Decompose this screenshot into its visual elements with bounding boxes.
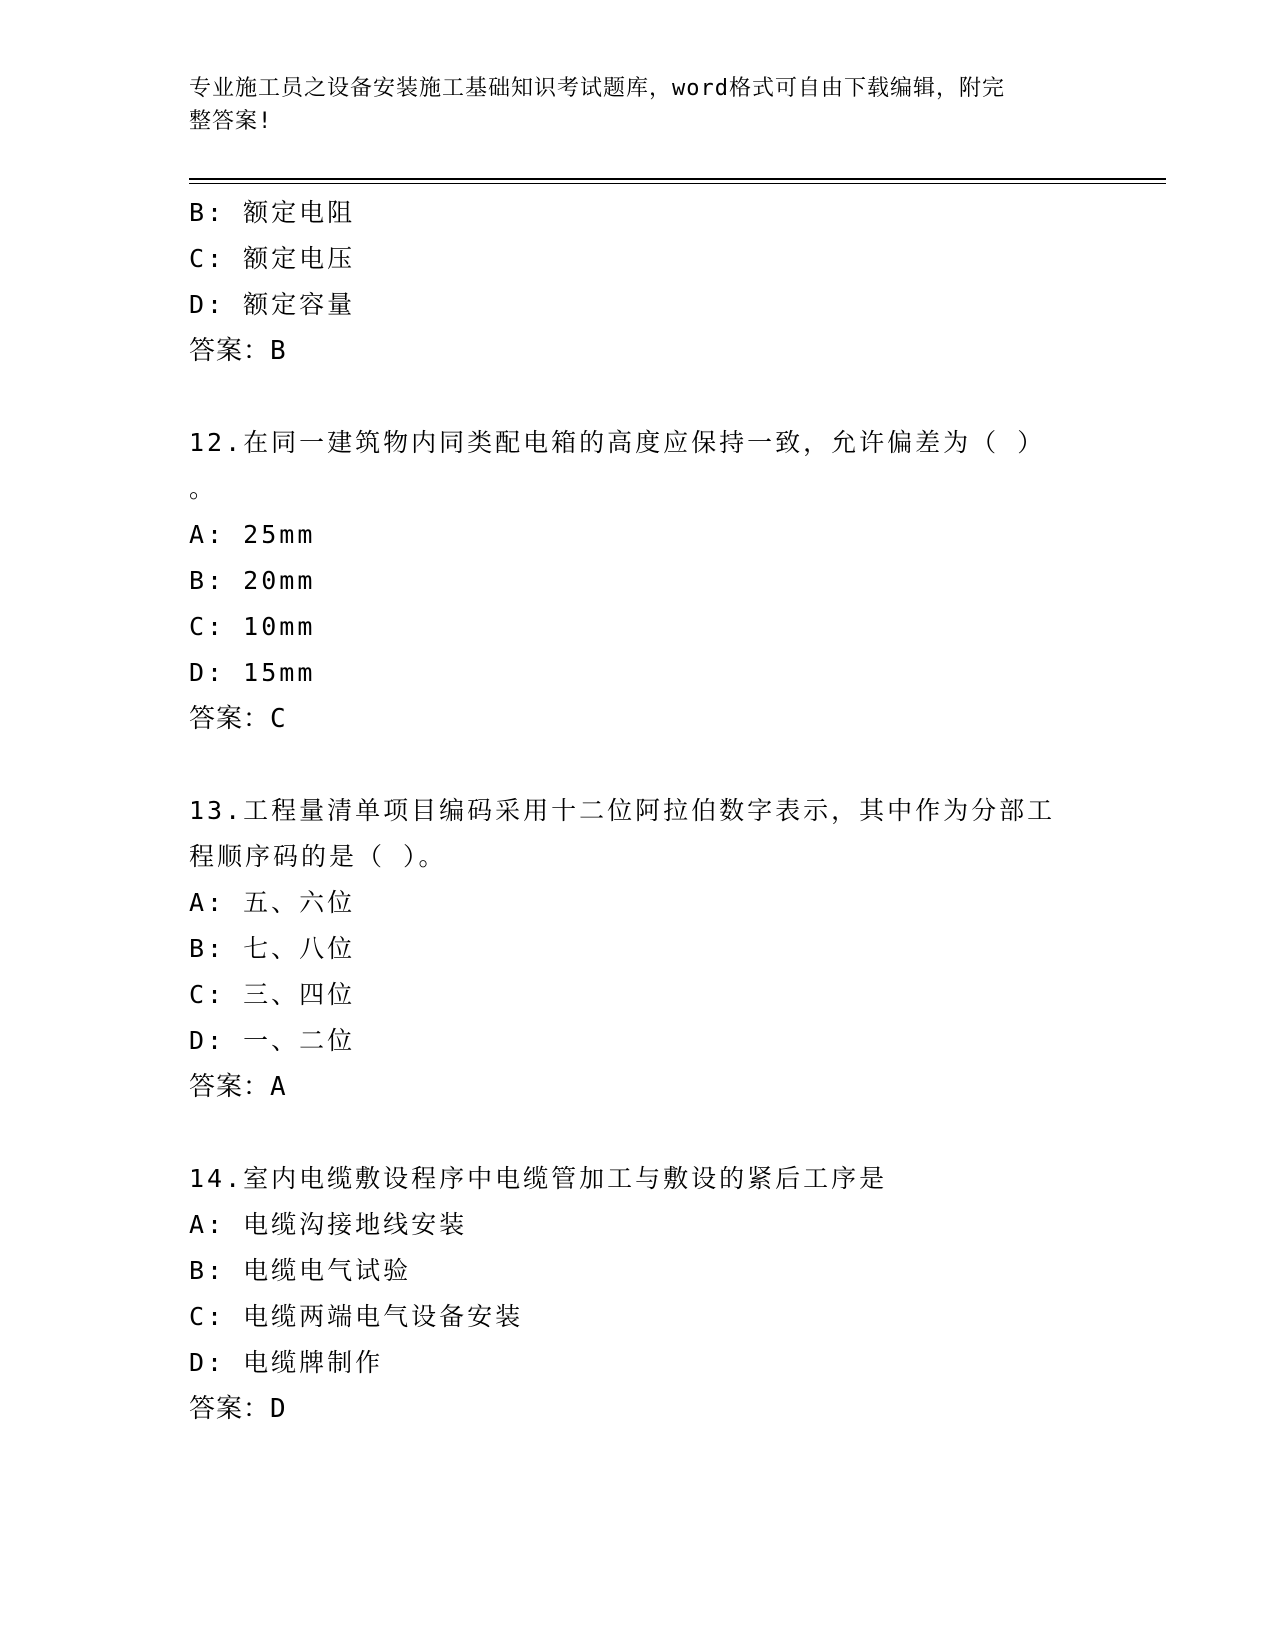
option-text: 15mm (243, 658, 316, 687)
option-label: D: (189, 658, 226, 687)
option-a (189, 1202, 1089, 1248)
question-title: 14.室内电缆敷设程序中电缆管加工与敷设的紧后工序是 (189, 1164, 888, 1193)
spacer (189, 1110, 1089, 1156)
option-text: 五、六位 (243, 888, 356, 917)
question-title-continued: 程顺序码的是（ ）。 (189, 842, 447, 871)
answer-line: 答案：B (189, 336, 287, 366)
document-header (189, 72, 1089, 138)
option-text: 电缆两端电气设备安装 (243, 1302, 524, 1331)
option-label: C: (189, 980, 226, 1009)
option-label: C: (189, 244, 226, 273)
option-b (189, 1248, 1089, 1294)
option-text: 额定电阻 (243, 198, 356, 227)
spacer (189, 374, 1089, 420)
answer-line: 答案：A (189, 1072, 287, 1102)
option-label: D: (189, 1026, 226, 1055)
option-d (189, 650, 1089, 696)
option-c (189, 972, 1089, 1018)
option-label: A: (189, 1210, 226, 1239)
option-text: 三、四位 (243, 980, 356, 1009)
answer-line: 答案：C (189, 704, 287, 734)
spacer (189, 742, 1089, 788)
option-label: B: (189, 934, 226, 963)
option-c (189, 1294, 1089, 1340)
header-line-1: 专业施工员之设备安装施工基础知识考试题库，word格式可自由下载编辑，附完 (189, 76, 1005, 101)
option-a (189, 512, 1089, 558)
option-text: 额定容量 (243, 290, 356, 319)
option-c (189, 604, 1089, 650)
option-text: 电缆沟接地线安装 (243, 1210, 468, 1239)
question-block-14 (189, 1156, 1089, 1432)
option-label: B: (189, 1256, 226, 1285)
option-text: 电缆电气试验 (243, 1256, 412, 1285)
option-label: D: (189, 1348, 226, 1377)
option-text: 10mm (243, 612, 316, 641)
question-block-partial (189, 190, 1089, 374)
option-c (189, 236, 1089, 282)
header-line-2: 整答案! (189, 109, 273, 134)
option-label: C: (189, 612, 226, 641)
option-text: 额定电压 (243, 244, 356, 273)
option-d (189, 1018, 1089, 1064)
question-title: 12.在同一建筑物内同类配电箱的高度应保持一致，允许偏差为（ ） (189, 428, 1046, 457)
option-label: A: (189, 520, 226, 549)
option-label: C: (189, 1302, 226, 1331)
question-block-12 (189, 420, 1089, 742)
option-text: 一、二位 (243, 1026, 356, 1055)
option-b (189, 190, 1089, 236)
option-text: 七、八位 (243, 934, 356, 963)
option-label: A: (189, 888, 226, 917)
answer-line: 答案：D (189, 1394, 287, 1424)
question-title-continued: 。 (189, 474, 218, 503)
option-text: 25mm (243, 520, 316, 549)
question-list (189, 190, 1089, 1432)
option-b (189, 926, 1089, 972)
option-b (189, 558, 1089, 604)
option-label: B: (189, 198, 226, 227)
option-label: D: (189, 290, 226, 319)
question-block-13 (189, 788, 1089, 1110)
option-text: 20mm (243, 566, 316, 595)
option-a (189, 880, 1089, 926)
option-d (189, 282, 1089, 328)
header-divider-thick (189, 178, 1166, 180)
question-title: 13.工程量清单项目编码采用十二位阿拉伯数字表示，其中作为分部工 (189, 796, 1056, 825)
header-divider-thin (189, 183, 1166, 184)
option-d (189, 1340, 1089, 1386)
option-label: B: (189, 566, 226, 595)
option-text: 电缆牌制作 (243, 1348, 384, 1377)
